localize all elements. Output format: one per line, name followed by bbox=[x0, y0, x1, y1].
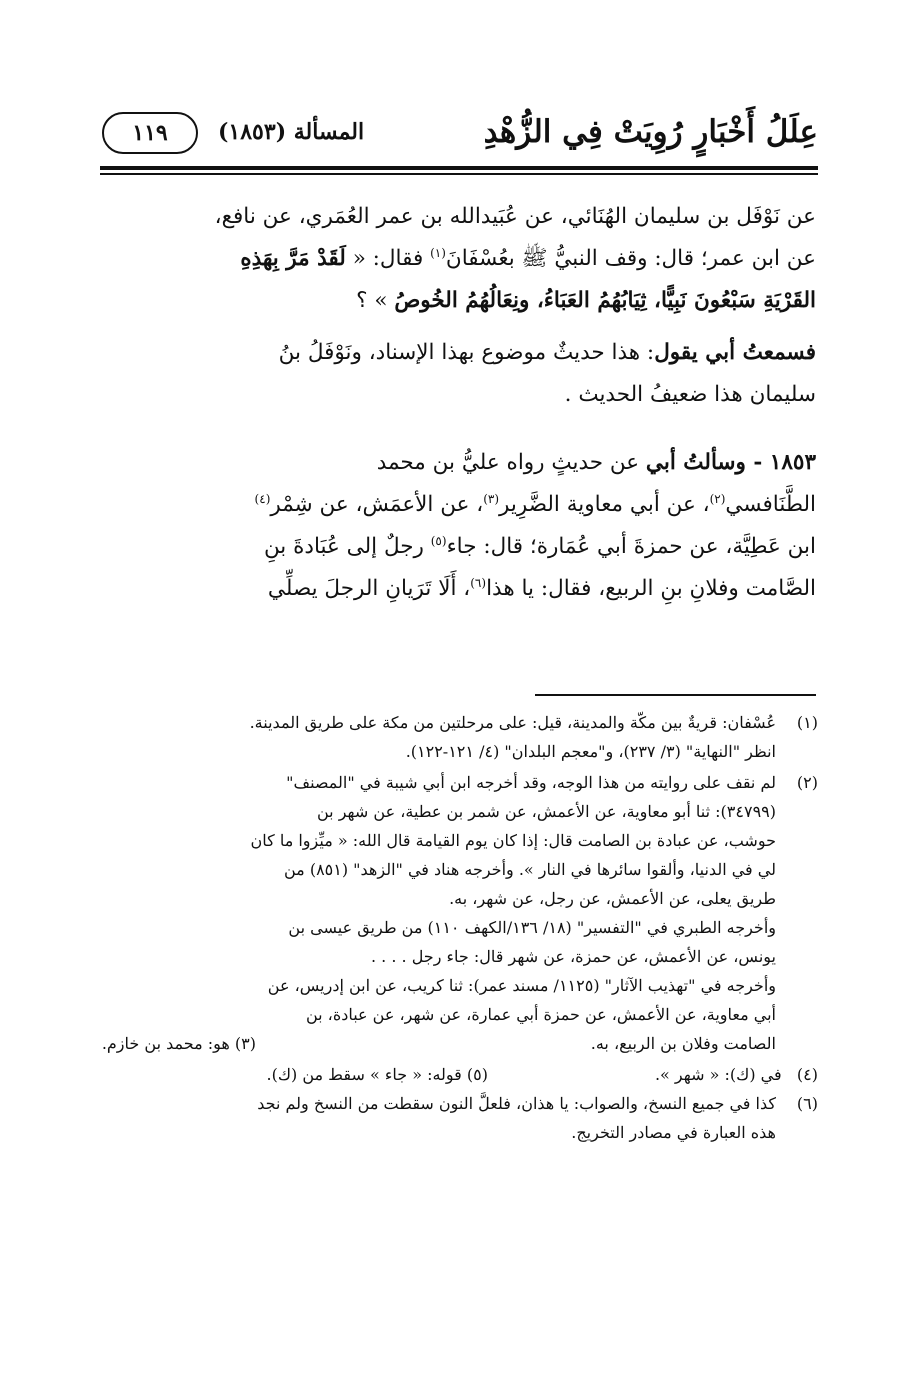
footnote-number: (٦) bbox=[796, 1094, 818, 1113]
footnote-line: يونس، عن الأعمش، عن حمزة، عن شهر قال: جاء رجل . . . . bbox=[371, 947, 776, 966]
text-line: عن نَوْفَل بن سليمان الهُنَائي، عن عُبَيدالله بن عمر العُمَري، عن نافع، bbox=[214, 204, 816, 229]
header-rule-thick bbox=[100, 166, 818, 170]
page-number-badge: ١١٩ bbox=[102, 112, 198, 154]
footnote-line: حوشب، عن عبادة بن الصامت قال: إذا كان يوم القيامة قال الله: « ميِّزوا ما كان bbox=[250, 831, 776, 850]
footnote-number: (٤) bbox=[796, 1065, 818, 1084]
footnote-line: انظر "النهاية" (٣/ ٢٣٧)، و"معجم البلدان" (٤/ ١٢١-١٢٢). bbox=[405, 742, 776, 761]
text-run: الطَّنَافسي bbox=[725, 492, 816, 517]
footnote-text: في (ك): « شهر ». bbox=[654, 1065, 782, 1084]
footnote-ref: (٦) bbox=[470, 575, 487, 590]
quote-bold: القَرْيَةِ سَبْعُونَ نَبِيًّا، ثِيَابُهُمُ العَبَاءُ، ونِعَالُهُمُ الخُوصُ bbox=[394, 288, 816, 313]
footnote-line: لي في الدنيا، وألقوا سائرها في النار ». وأخرجه هناد في "الزهد" (٨٥١) من bbox=[283, 860, 776, 879]
text-run: ، عن أبي معاوية الضَّرِير bbox=[499, 492, 710, 517]
text-line bbox=[104, 280, 816, 322]
footnote-line: لم نقف على روايته من هذا الوجه، وقد أخرجه ابن أبي شيبة في "المصنف" bbox=[286, 773, 776, 792]
footnote-line: كذا في جميع النسخ، والصواب: يا هذان، فلعلَّ النون سقطت من النسخ ولم نجد bbox=[257, 1094, 776, 1113]
footnote-ref: (٣) bbox=[483, 491, 500, 506]
text-line bbox=[104, 442, 816, 484]
footnote-3: (٣) هو: محمد بن خازم. bbox=[101, 1034, 256, 1053]
footnote-line: هذه العبارة في مصادر التخريج. bbox=[571, 1123, 776, 1142]
paragraph-question-1853 bbox=[104, 442, 816, 610]
footnote-6 bbox=[100, 1089, 818, 1147]
paragraph-ruling bbox=[104, 332, 816, 416]
text-run: ابن عَطِيَّة، عن حمزةَ أبي عُمَارة؛ قال: جاء bbox=[446, 534, 816, 559]
book-title: عِلَلُ أَخْبَارٍ رُوِيَتْ فِي الزُّهْدِ bbox=[483, 114, 818, 150]
text-run: : هذا حديثٌ موضوع بهذا الإسناد، ونَوْفَلُ بنُ bbox=[278, 340, 655, 365]
footnotes bbox=[100, 708, 818, 1149]
text-run: رجلٌ إلى عُبَادةَ بنِ bbox=[263, 534, 431, 559]
footnote-line-text: الصامت وفلان بن الربيع، به. bbox=[590, 1034, 776, 1053]
text-run: فقال: « bbox=[345, 246, 431, 271]
footnote-line: عُسْفان: قريةٌ بين مكّة والمدينة، قيل: على مرحلتين من مكة على طريق المدينة. bbox=[249, 713, 776, 732]
text-line bbox=[104, 484, 816, 526]
header-rule-thin bbox=[100, 173, 818, 175]
issue-label: المسألة (١٨٥٣) bbox=[218, 119, 365, 145]
text-run: عن ابن عمر؛ قال: وقف النبيُّ ﷺ بعُسْفَانَ bbox=[445, 246, 816, 271]
text-run: الصَّامت وفلانِ بنِ الربيع، فقال: يا هذا bbox=[486, 576, 816, 601]
quote-bold: لَقَدْ مَرَّ بِهَذِهِ bbox=[240, 246, 346, 271]
footnote-separator bbox=[535, 694, 816, 696]
footnote-row-4-5 bbox=[100, 1060, 818, 1089]
footnote-ref: (٢) bbox=[709, 491, 726, 506]
footnote-line: (٣٤٧٩٩): ثنا أبو معاوية، عن الأعمش، عن شمر بن عطية، عن شهر بن bbox=[317, 802, 776, 821]
footnote-number: (١) bbox=[796, 713, 818, 732]
text-run: ، أَلَا تَرَيانِ الرجلَ يصلِّي bbox=[267, 576, 471, 601]
footnote-ref: (٥) bbox=[430, 533, 447, 548]
text-line: سليمان هذا ضعيفُ الحديث . bbox=[564, 382, 816, 407]
main-text bbox=[104, 196, 816, 610]
footnote-1 bbox=[100, 708, 818, 766]
footnote-4 bbox=[655, 1060, 818, 1089]
footnote-ref: (١) bbox=[430, 245, 446, 260]
text-line bbox=[104, 568, 816, 610]
lead-bold: ١٨٥٣ - وسألتُ أبي bbox=[645, 450, 816, 475]
footnote-5: (٥) قوله: « جاء » سقط من (ك). bbox=[266, 1065, 488, 1084]
footnote-line: طريق يعلى، عن الأعمش، عن رجل، عن شهر، به. bbox=[449, 889, 776, 908]
text-run: » ؟ bbox=[356, 288, 395, 313]
text-line bbox=[104, 238, 816, 280]
text-line bbox=[104, 526, 816, 568]
text-run: ، عن الأعمَش، عن شِمْر bbox=[270, 492, 484, 517]
page-header bbox=[100, 104, 818, 166]
footnote-2 bbox=[100, 768, 818, 1058]
text-run: عن حديثٍ رواه عليُّ بن محمد bbox=[376, 450, 646, 475]
footnote-number: (٢) bbox=[796, 773, 818, 792]
footnote-ref: (٤) bbox=[254, 491, 271, 506]
footnote-line: وأخرجه الطبري في "التفسير" (١٨/ ١٣٦/الكهف ١١٠) من طريق عيسى بن bbox=[288, 918, 776, 937]
footnote-line: وأخرجه في "تهذيب الآثار" (١١٢٥/ مسند عمر): ثنا كريب، عن ابن إدريس، عن bbox=[267, 976, 776, 995]
footnote-line: أبي معاوية، عن الأعمش، عن حمزة أبي عمارة، عن شهر، عن عبادة، بن bbox=[305, 1005, 776, 1024]
footnote-line bbox=[100, 1029, 776, 1058]
text-line bbox=[104, 332, 816, 374]
paragraph-hadith bbox=[104, 196, 816, 322]
lead-bold: فسمعتُ أبي يقول bbox=[654, 340, 816, 365]
